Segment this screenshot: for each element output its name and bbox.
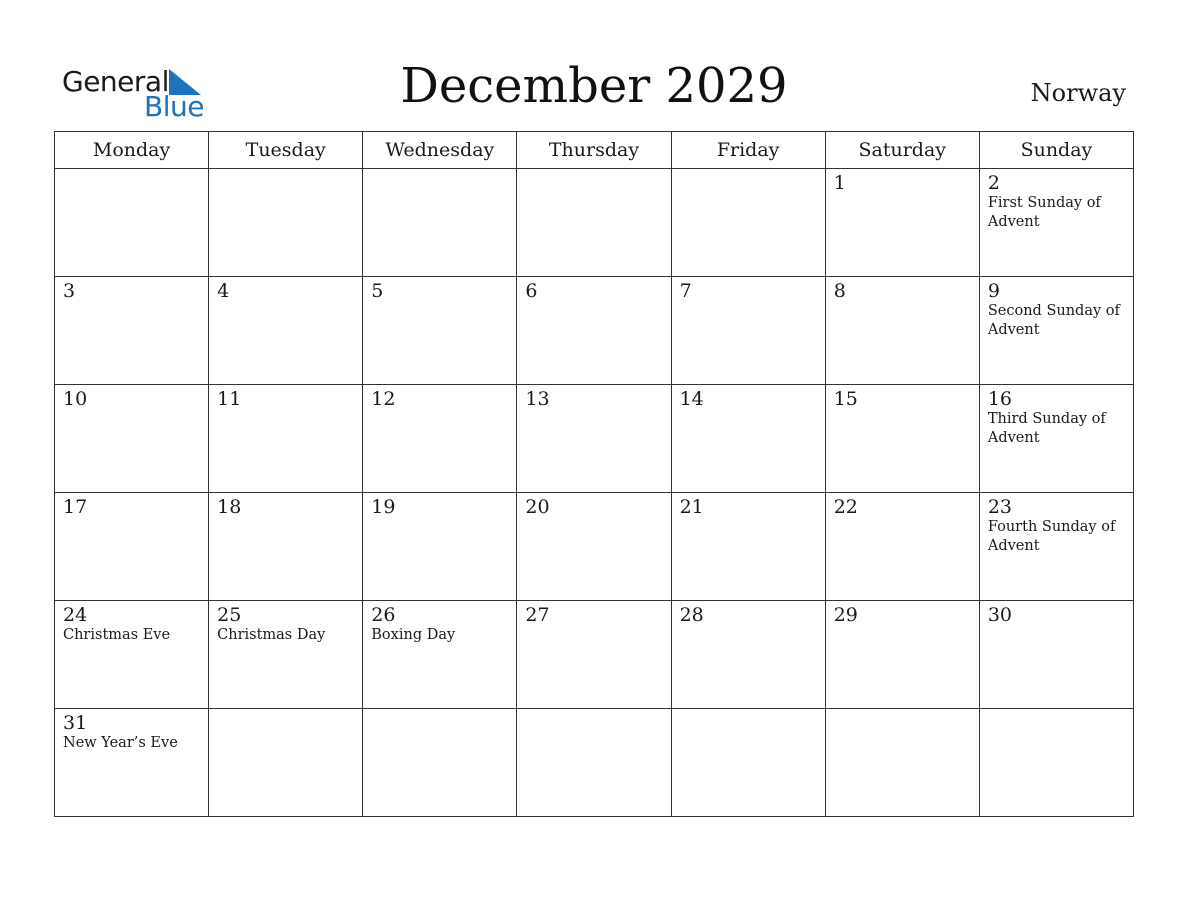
day-number: 22	[833, 496, 858, 518]
day-number: 1	[833, 172, 846, 194]
week-row	[55, 385, 1134, 493]
week-row	[55, 493, 1134, 601]
holiday-label: Christmas Day	[217, 627, 326, 643]
country-label: Norway	[1030, 79, 1126, 107]
day-cell	[671, 493, 825, 601]
holiday-label: Christmas Eve	[63, 627, 171, 643]
logo-text-blue: Blue	[144, 90, 204, 123]
day-number: 17	[63, 496, 88, 518]
day-number: 3	[63, 280, 76, 302]
weekday-header: Wednesday	[363, 132, 517, 169]
week-row	[55, 709, 1134, 817]
day-number: 23	[987, 496, 1013, 518]
holiday-label: Second Sunday of Advent	[987, 303, 1120, 338]
day-number: 29	[833, 604, 858, 626]
day-cell	[55, 601, 209, 709]
day-cell	[209, 709, 363, 817]
day-number: 19	[371, 496, 396, 518]
day-cell	[363, 493, 517, 601]
week-row	[55, 169, 1134, 277]
day-cell	[55, 277, 209, 385]
day-cell	[363, 385, 517, 493]
day-cell	[979, 709, 1133, 817]
weekday-header: Saturday	[825, 132, 979, 169]
day-cell	[825, 277, 979, 385]
holiday-label: Boxing Day	[371, 627, 456, 643]
holiday-label: Third Sunday of Advent	[987, 411, 1106, 446]
day-number: 4	[217, 280, 230, 302]
day-cell	[209, 601, 363, 709]
day-cell	[671, 601, 825, 709]
day-number: 5	[371, 280, 384, 302]
day-cell	[979, 493, 1133, 601]
day-number: 31	[63, 712, 88, 734]
day-number: 11	[217, 388, 242, 410]
weekday-header-row	[55, 132, 1134, 169]
weekday-header: Friday	[671, 132, 825, 169]
day-cell	[517, 601, 671, 709]
day-cell	[517, 385, 671, 493]
weekday-header: Sunday	[979, 132, 1133, 169]
day-cell	[825, 601, 979, 709]
day-number: 16	[987, 388, 1013, 410]
day-cell	[363, 277, 517, 385]
day-cell	[363, 169, 517, 277]
day-number: 26	[371, 604, 396, 626]
day-number: 8	[833, 280, 846, 302]
weekday-header: Thursday	[517, 132, 671, 169]
day-number: 21	[679, 496, 704, 518]
calendar-body	[55, 169, 1134, 817]
day-number: 30	[987, 604, 1013, 626]
day-cell	[825, 493, 979, 601]
day-cell	[979, 169, 1133, 277]
day-cell	[363, 709, 517, 817]
day-cell	[825, 169, 979, 277]
holiday-label: First Sunday of Advent	[987, 195, 1101, 230]
day-cell	[55, 385, 209, 493]
day-number: 24	[63, 604, 88, 626]
day-number: 12	[371, 388, 396, 410]
day-number: 9	[987, 280, 1000, 302]
day-cell	[979, 601, 1133, 709]
day-number: 18	[217, 496, 242, 518]
day-cell	[979, 385, 1133, 493]
day-cell	[517, 277, 671, 385]
day-number: 27	[525, 604, 550, 626]
day-cell	[979, 277, 1133, 385]
day-cell	[209, 493, 363, 601]
day-cell	[55, 493, 209, 601]
day-cell	[209, 169, 363, 277]
day-number: 13	[525, 388, 550, 410]
day-cell	[825, 709, 979, 817]
day-cell	[209, 385, 363, 493]
day-cell	[209, 277, 363, 385]
day-cell	[671, 277, 825, 385]
day-cell	[517, 709, 671, 817]
week-row	[55, 277, 1134, 385]
calendar-title: December 2029	[400, 58, 788, 114]
day-cell	[363, 601, 517, 709]
day-number: 6	[525, 280, 538, 302]
day-number: 10	[63, 388, 88, 410]
day-cell	[517, 169, 671, 277]
holiday-label: Fourth Sunday of Advent	[987, 519, 1116, 554]
weekday-header: Tuesday	[209, 132, 363, 169]
week-row	[55, 601, 1134, 709]
weekday-header: Monday	[55, 132, 209, 169]
day-cell	[825, 385, 979, 493]
logo-text-general: General	[62, 65, 169, 98]
day-cell	[671, 385, 825, 493]
day-cell	[671, 169, 825, 277]
day-number: 28	[679, 604, 704, 626]
day-cell	[517, 493, 671, 601]
day-cell	[671, 709, 825, 817]
day-cell	[55, 709, 209, 817]
calendar-grid	[54, 131, 1134, 817]
day-number: 15	[833, 388, 858, 410]
day-number: 25	[217, 604, 242, 626]
day-number: 20	[525, 496, 550, 518]
day-cell	[55, 169, 209, 277]
holiday-label: New Year’s Eve	[63, 735, 178, 751]
day-number: 14	[679, 388, 704, 410]
day-number: 2	[987, 172, 1000, 194]
day-number: 7	[679, 280, 692, 302]
